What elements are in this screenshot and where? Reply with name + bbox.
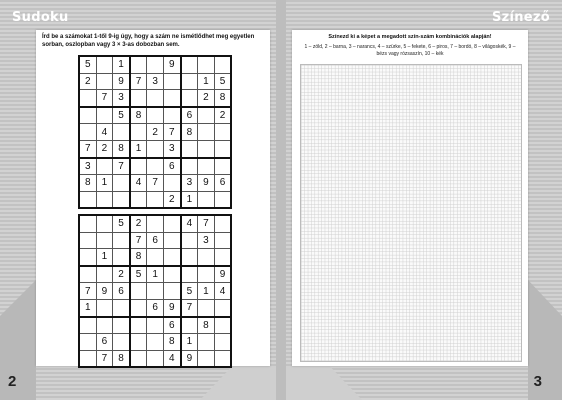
sudoku-row [79, 283, 231, 300]
sudoku-cell: 8 [130, 249, 147, 266]
sudoku-cell: 4 [96, 124, 113, 141]
sudoku-cell[interactable] [163, 107, 180, 124]
sudoku-cell: 8 [113, 350, 130, 367]
sudoku-cell[interactable] [198, 56, 215, 73]
sudoku-row [79, 56, 231, 73]
sudoku-cell: 9 [113, 73, 130, 90]
sudoku-cell: 8 [181, 124, 198, 141]
sudoku-cell[interactable] [214, 56, 231, 73]
sudoku-cell: 7 [79, 283, 96, 300]
sudoku-cell[interactable] [113, 299, 130, 316]
sudoku-cell[interactable] [79, 232, 96, 249]
sudoku-cell: 4 [214, 283, 231, 300]
sudoku-cell[interactable] [96, 73, 113, 90]
sudoku-cell: 5 [214, 73, 231, 90]
left-page-number: 2 [8, 373, 17, 390]
sudoku-cell[interactable] [130, 158, 147, 175]
sudoku-cell: 7 [113, 158, 130, 175]
sudoku-cell[interactable] [198, 334, 215, 351]
sudoku-row [79, 266, 231, 283]
sudoku-cell[interactable] [79, 191, 96, 208]
sudoku-cell[interactable] [147, 191, 164, 208]
sudoku-cell[interactable] [147, 107, 164, 124]
sudoku-cell[interactable] [214, 249, 231, 266]
sudoku-row [79, 350, 231, 367]
sudoku-cell[interactable] [198, 158, 215, 175]
sudoku-cell[interactable] [130, 283, 147, 300]
sudoku-cell[interactable] [181, 73, 198, 90]
sudoku-cell: 1 [79, 299, 96, 316]
sudoku-cell: 9 [198, 175, 215, 192]
sudoku-row [79, 299, 231, 316]
sudoku-cell: 2 [96, 140, 113, 157]
sudoku-row [79, 107, 231, 124]
sudoku-cell: 3 [147, 73, 164, 90]
sudoku-row [79, 158, 231, 175]
sudoku-cell: 2 [130, 215, 147, 232]
sudoku-cell: 4 [130, 175, 147, 192]
sudoku-cell[interactable] [113, 175, 130, 192]
sudoku-cell: 6 [163, 317, 180, 334]
sudoku-cell: 8 [130, 107, 147, 124]
sudoku-cell[interactable] [130, 90, 147, 107]
sudoku-cell: 2 [79, 73, 96, 90]
sudoku-cell: 1 [147, 266, 164, 283]
sudoku-cell: 7 [96, 90, 113, 107]
sudoku-cell: 3 [79, 158, 96, 175]
sudoku-cell: 4 [181, 215, 198, 232]
sudoku-cell[interactable] [96, 299, 113, 316]
sudoku-cell[interactable] [113, 249, 130, 266]
sudoku-cell[interactable] [181, 140, 198, 157]
sudoku-cell: 6 [147, 299, 164, 316]
sudoku-cell: 1 [96, 175, 113, 192]
sudoku-cell: 4 [163, 350, 180, 367]
sudoku-cell: 5 [79, 56, 96, 73]
sudoku-cell[interactable] [96, 232, 113, 249]
sudoku-cell[interactable] [163, 232, 180, 249]
sudoku-cell[interactable] [214, 299, 231, 316]
sudoku-cell[interactable] [198, 191, 215, 208]
sudoku-cell[interactable] [163, 73, 180, 90]
sudoku-row [79, 317, 231, 334]
sudoku-cell[interactable] [214, 191, 231, 208]
sudoku-cell[interactable] [198, 140, 215, 157]
sudoku-cell: 6 [181, 107, 198, 124]
sudoku-cell[interactable] [214, 215, 231, 232]
sudoku-cell[interactable] [96, 191, 113, 208]
sudoku-cell[interactable] [163, 215, 180, 232]
sudoku-cell[interactable] [181, 232, 198, 249]
coloring-instruction: Színezd ki a képet a megadott szín-szám kombinációk alapján! [328, 34, 492, 40]
sudoku-cell[interactable] [79, 124, 96, 141]
sudoku-cell[interactable] [198, 299, 215, 316]
sudoku-cell: 7 [163, 124, 180, 141]
sudoku-cell: 8 [198, 317, 215, 334]
sudoku-row [79, 140, 231, 157]
sudoku-cell[interactable] [163, 175, 180, 192]
left-page-header: Sudoku [12, 10, 69, 25]
sudoku-cell[interactable] [214, 140, 231, 157]
sudoku-cell[interactable] [113, 334, 130, 351]
sudoku-cell[interactable] [163, 266, 180, 283]
sudoku-cell: 1 [181, 191, 198, 208]
sudoku-cell: 2 [163, 191, 180, 208]
sudoku-cell: 8 [113, 140, 130, 157]
left-page-panel [36, 30, 270, 366]
sudoku-cell: 3 [163, 140, 180, 157]
sudoku-row [79, 124, 231, 141]
sudoku-cell[interactable] [130, 317, 147, 334]
sudoku-cell[interactable] [181, 317, 198, 334]
sudoku-cell: 2 [214, 107, 231, 124]
sudoku-row [79, 232, 231, 249]
sudoku-cell[interactable] [79, 350, 96, 367]
sudoku-cell[interactable] [163, 90, 180, 107]
right-page-number: 3 [533, 373, 542, 390]
sudoku-cell: 5 [113, 107, 130, 124]
sudoku-cell[interactable] [214, 350, 231, 367]
sudoku-cell: 1 [130, 140, 147, 157]
right-page-header: Színező [491, 10, 550, 25]
sudoku-row [79, 249, 231, 266]
sudoku-cell[interactable] [96, 266, 113, 283]
sudoku-cell[interactable] [147, 334, 164, 351]
sudoku-grid-2 [78, 214, 232, 368]
sudoku-cell: 2 [113, 266, 130, 283]
sudoku-cell[interactable] [130, 334, 147, 351]
sudoku-cell: 9 [214, 266, 231, 283]
sudoku-cell[interactable] [79, 249, 96, 266]
sudoku-cell[interactable] [79, 107, 96, 124]
sudoku-cell: 7 [130, 232, 147, 249]
sudoku-row [79, 215, 231, 232]
sudoku-row [79, 175, 231, 192]
sudoku-cell: 8 [79, 175, 96, 192]
sudoku-cell: 3 [198, 232, 215, 249]
sudoku-cell[interactable] [96, 158, 113, 175]
sudoku-cell: 8 [163, 334, 180, 351]
sudoku-cell: 9 [163, 56, 180, 73]
sudoku-row [79, 334, 231, 351]
sudoku-cell[interactable] [147, 158, 164, 175]
sudoku-cell[interactable] [214, 317, 231, 334]
sudoku-cell[interactable] [163, 249, 180, 266]
sudoku-grid-1 [78, 55, 232, 209]
sudoku-cell: 2 [198, 90, 215, 107]
sudoku-cell[interactable] [96, 317, 113, 334]
sudoku-cell[interactable] [79, 266, 96, 283]
sudoku-cell[interactable] [96, 107, 113, 124]
sudoku-cell: 9 [163, 299, 180, 316]
sudoku-row [79, 73, 231, 90]
sudoku-cell[interactable] [198, 249, 215, 266]
sudoku-cell: 5 [130, 266, 147, 283]
sudoku-row [79, 90, 231, 107]
color-legend: 1 – zöld, 2 – barna, 3 – narancs, 4 – szürke, 5 – fekete, 6 – piros, 7 – bordó, 8 – világoskék, 9 – bézs vagy rózsaszín, 10 – kék [304, 44, 516, 57]
sudoku-cell: 6 [96, 334, 113, 351]
sudoku-row [79, 191, 231, 208]
sudoku-cell: 1 [198, 283, 215, 300]
sudoku-cell[interactable] [147, 249, 164, 266]
sudoku-cell[interactable] [79, 317, 96, 334]
sudoku-cell[interactable] [130, 299, 147, 316]
sudoku-cell: 7 [181, 299, 198, 316]
sudoku-cell: 7 [198, 215, 215, 232]
sudoku-instruction: Írd be a számokat 1-től 9-ig úgy, hogy a szám ne ismétlődhet meg egyetlen sorban, oszlopban vagy 3 × 3-as dobozban sem. [42, 34, 255, 48]
sudoku-cell[interactable] [113, 124, 130, 141]
sudoku-cell[interactable] [79, 334, 96, 351]
sudoku-cell[interactable] [181, 56, 198, 73]
sudoku-cell[interactable] [113, 191, 130, 208]
sudoku-cell[interactable] [147, 90, 164, 107]
sudoku-cell[interactable] [147, 317, 164, 334]
sudoku-cell[interactable] [163, 283, 180, 300]
sudoku-cell[interactable] [181, 249, 198, 266]
sudoku-cell[interactable] [198, 124, 215, 141]
sudoku-cell: 8 [214, 90, 231, 107]
sudoku-cell[interactable] [214, 232, 231, 249]
sudoku-cell[interactable] [113, 317, 130, 334]
sudoku-cell[interactable] [198, 266, 215, 283]
sudoku-cell: 6 [113, 283, 130, 300]
sudoku-cell: 2 [147, 124, 164, 141]
sudoku-cell[interactable] [130, 56, 147, 73]
sudoku-cell[interactable] [113, 232, 130, 249]
sudoku-cell: 7 [79, 140, 96, 157]
sudoku-cell: 6 [214, 175, 231, 192]
sudoku-cell[interactable] [198, 350, 215, 367]
sudoku-cell: 9 [96, 283, 113, 300]
sudoku-cell[interactable] [181, 158, 198, 175]
sudoku-cell[interactable] [147, 283, 164, 300]
sudoku-cell: 3 [181, 175, 198, 192]
sudoku-cell: 9 [181, 350, 198, 367]
sudoku-cell[interactable] [79, 215, 96, 232]
sudoku-cell[interactable] [181, 266, 198, 283]
sudoku-cell[interactable] [214, 334, 231, 351]
sudoku-cell: 5 [113, 215, 130, 232]
sudoku-cell: 7 [96, 350, 113, 367]
sudoku-cell: 3 [113, 90, 130, 107]
sudoku-cell[interactable] [147, 140, 164, 157]
book-spine [276, 0, 286, 400]
sudoku-cell: 7 [147, 175, 164, 192]
sudoku-cell: 6 [147, 232, 164, 249]
coloring-grid[interactable] [300, 64, 522, 362]
sudoku-cell: 1 [96, 249, 113, 266]
sudoku-cell[interactable] [130, 350, 147, 367]
sudoku-cell[interactable] [130, 124, 147, 141]
sudoku-cell[interactable] [214, 158, 231, 175]
sudoku-cell[interactable] [130, 191, 147, 208]
sudoku-cell: 1 [198, 73, 215, 90]
sudoku-cell[interactable] [198, 107, 215, 124]
sudoku-cell[interactable] [147, 350, 164, 367]
sudoku-cell[interactable] [96, 56, 113, 73]
right-page-panel [292, 30, 528, 366]
sudoku-cell[interactable] [214, 124, 231, 141]
sudoku-cell: 7 [130, 73, 147, 90]
sudoku-cell[interactable] [79, 90, 96, 107]
sudoku-cell: 5 [181, 283, 198, 300]
sudoku-cell: 1 [181, 334, 198, 351]
sudoku-cell[interactable] [147, 56, 164, 73]
sudoku-cell[interactable] [181, 90, 198, 107]
sudoku-cell[interactable] [147, 215, 164, 232]
sudoku-cell: 6 [163, 158, 180, 175]
sudoku-cell: 1 [113, 56, 130, 73]
sudoku-cell[interactable] [96, 215, 113, 232]
